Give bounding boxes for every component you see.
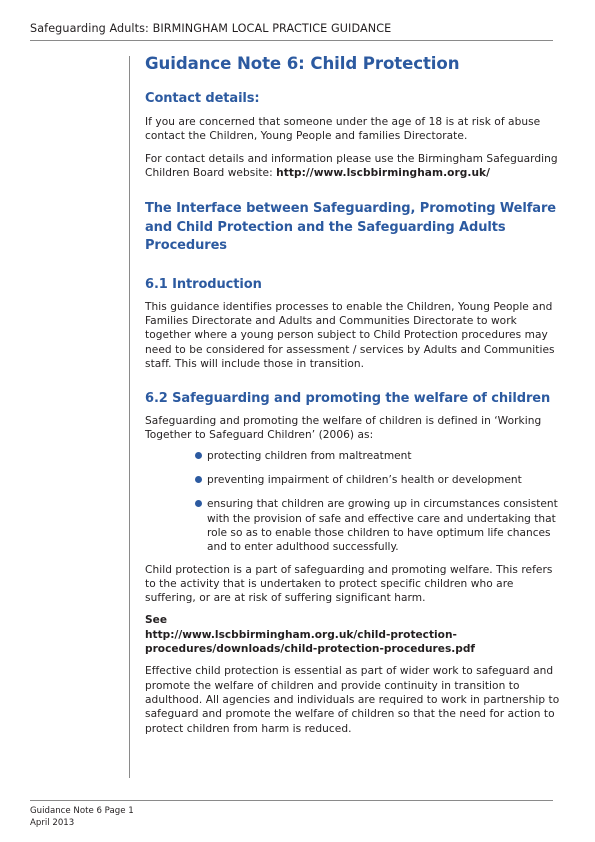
- footer-date: April 2013: [30, 817, 75, 828]
- section-6-2-heading: 6.2 Safeguarding and promoting the welfare of children: [145, 391, 551, 407]
- footer-page-label: Guidance Note 6 Page 1: [30, 806, 134, 816]
- child-protection-procedures-link[interactable]: http://www.lscbbirmingham.org.uk/child-protection-procedures/downloads/child-protection-procedures.pdf: [145, 628, 476, 656]
- effective-child-protection-paragraph: Effective child protection is essential as part of wider work to safeguard and promote the welfare of children and provide continuity in transition to adulthood. All agencies and individuals are required to work in partnership to safeguard and promote the welfare of children so that the need for action to protect children from harm is reduced.: [145, 665, 560, 735]
- left-margin-rule: [129, 56, 130, 778]
- bullet-icon: [195, 452, 202, 459]
- bullet-item: [195, 473, 561, 487]
- lscb-website-link[interactable]: http://www.lscbbirmingham.org.uk/: [276, 166, 491, 179]
- safeguarding-definition-paragraph: Safeguarding and promoting the welfare of children is defined in ‘Working Together to Safeguard Children’ (2006) as:: [145, 415, 542, 442]
- safeguarding-bullet-list: [145, 449, 561, 555]
- document-body: [145, 54, 561, 744]
- document-title: Guidance Note 6: Child Protection: [145, 54, 460, 73]
- bullet-text: protecting children from maltreatment: [207, 449, 412, 462]
- see-reference: [145, 613, 561, 656]
- see-label: See: [145, 614, 167, 627]
- contact-paragraph-2: [145, 152, 561, 181]
- introduction-paragraph: This guidance identifies processes to enable the Children, Young People and Families Directorate and Adults and Communities Directorate to work together where a young person subject to Child Protection procedures may need to be considered for assessment / services by Adults and Communities staff. This will include those in transition.: [145, 300, 555, 370]
- bullet-item: [195, 497, 561, 554]
- contact-heading: Contact details:: [145, 91, 260, 106]
- bullet-icon: [195, 476, 202, 483]
- bullet-text: ensuring that children are growing up in circumstances consistent with the provision of safe and effective care and undertaking that role so as to enable those children to have optimum life chances and to enter adulthood successfully.: [207, 498, 558, 554]
- contact-paragraph-2-text: For contact details and information please use the Birmingham Safeguarding Children Board website:: [145, 152, 558, 179]
- bullet-icon: [195, 500, 202, 507]
- child-protection-paragraph: Child protection is a part of safeguarding and promoting welfare. This refers to the activity that is undertaken to protect specific children who are suffering, or are at risk of suffering significant harm.: [145, 563, 553, 605]
- bullet-item: [195, 449, 561, 463]
- header-divider: [30, 40, 553, 41]
- section-6-1-heading: 6.1 Introduction: [145, 276, 262, 292]
- running-header: Safeguarding Adults: BIRMINGHAM LOCAL PRACTICE GUIDANCE: [30, 22, 392, 35]
- contact-paragraph-1: If you are concerned that someone under the age of 18 is at risk of abuse contact the Children, Young People and families Directorate.: [145, 116, 541, 143]
- bullet-text: preventing impairment of children’s health or development: [207, 474, 522, 487]
- page-footer: [30, 806, 134, 829]
- footer-divider: [30, 800, 553, 801]
- interface-heading: The Interface between Safeguarding, Promoting Welfare and Child Protection and the Safeguarding Adults Procedures: [145, 201, 556, 254]
